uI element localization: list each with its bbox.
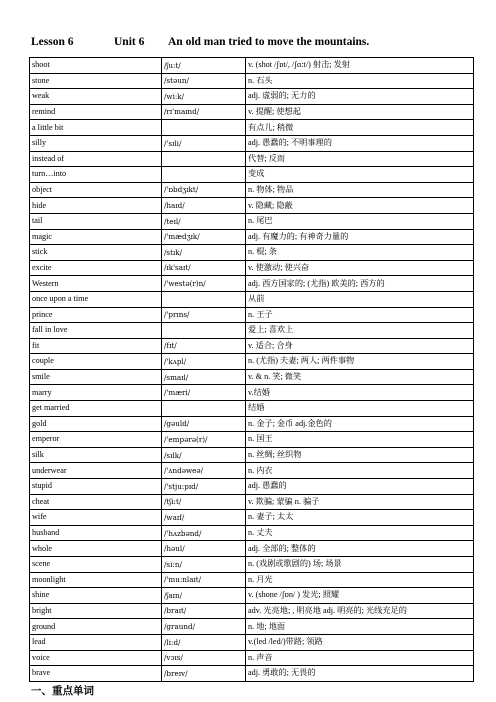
- ipa-cell: /ʃaɪn/: [162, 588, 246, 604]
- ipa-cell: /sɪlk/: [162, 447, 246, 463]
- table-row: [30, 650, 474, 666]
- meaning-cell: v.结婚: [246, 385, 474, 401]
- word-cell: bright: [30, 603, 162, 619]
- word-cell: ground: [30, 619, 162, 635]
- word-cell: tail: [30, 213, 162, 229]
- table-row: [30, 151, 474, 167]
- table-row: [30, 494, 474, 510]
- table-row: [30, 291, 474, 307]
- meaning-cell: n. 棍; 条: [246, 245, 474, 261]
- word-cell: magic: [30, 229, 162, 245]
- word-cell: whole: [30, 541, 162, 557]
- ipa-cell: /waɪf/: [162, 510, 246, 526]
- meaning-cell: n. 王子: [246, 307, 474, 323]
- ipa-cell: /haɪd/: [162, 198, 246, 214]
- word-cell: fall in love: [30, 323, 162, 339]
- ipa-cell: /wi:k/: [162, 89, 246, 105]
- meaning-cell: v. & n. 笑; 微笑: [246, 369, 474, 385]
- table-row: [30, 120, 474, 136]
- table-row: [30, 260, 474, 276]
- table-row: [30, 135, 474, 151]
- word-cell: moonlight: [30, 572, 162, 588]
- meaning-cell: adj. 愚蠢的: [246, 479, 474, 495]
- meaning-cell: n. 物体; 物品: [246, 182, 474, 198]
- ipa-cell: /'prɪns/: [162, 307, 246, 323]
- meaning-cell: n. 石头: [246, 73, 474, 89]
- word-cell: Western: [30, 276, 162, 292]
- ipa-cell: /graund/: [162, 619, 246, 635]
- word-cell: get married: [30, 401, 162, 417]
- ipa-cell: /rɪ'maɪnd/: [162, 104, 246, 120]
- meaning-cell: v. (shone /ʃɒn/ ) 发光; 照耀: [246, 588, 474, 604]
- table-row: [30, 245, 474, 261]
- table-row: [30, 73, 474, 89]
- meaning-cell: n. (戏剧或歌剧的) 场; 场景: [246, 557, 474, 573]
- word-cell: object: [30, 182, 162, 198]
- meaning-cell: n. 国王: [246, 432, 474, 448]
- table-row: [30, 104, 474, 120]
- ipa-cell: [162, 167, 246, 183]
- ipa-cell: /ʃu:t/: [162, 58, 246, 74]
- meaning-cell: v. (shot /ʃɒt/, /ʃɑ:t/) 射击; 发射: [246, 58, 474, 74]
- table-row: [30, 588, 474, 604]
- word-cell: remind: [30, 104, 162, 120]
- ipa-cell: /'empərə(r)/: [162, 432, 246, 448]
- table-row: [30, 58, 474, 74]
- word-cell: scene: [30, 557, 162, 573]
- meaning-cell: v. 适合; 合身: [246, 338, 474, 354]
- meaning-cell: 代替; 反而: [246, 151, 474, 167]
- table-row: [30, 338, 474, 354]
- word-cell: weak: [30, 89, 162, 105]
- ipa-cell: /teɪl/: [162, 213, 246, 229]
- table-row: [30, 307, 474, 323]
- meaning-cell: v. 隐藏; 隐蔽: [246, 198, 474, 214]
- word-cell: lead: [30, 634, 162, 650]
- word-cell: silly: [30, 135, 162, 151]
- table-row: [30, 479, 474, 495]
- ipa-cell: /smaɪl/: [162, 369, 246, 385]
- ipa-cell: [162, 401, 246, 417]
- table-row: [30, 385, 474, 401]
- meaning-cell: adj. 虚弱的; 无力的: [246, 89, 474, 105]
- meaning-cell: adj. 愚蠢的; 不明事理的: [246, 135, 474, 151]
- lesson-label: Lesson 6: [31, 36, 74, 48]
- word-cell: instead of: [30, 151, 162, 167]
- ipa-cell: /'ɒbdʒɪkt/: [162, 182, 246, 198]
- meaning-cell: 爱上; 喜欢上: [246, 323, 474, 339]
- word-cell: gold: [30, 416, 162, 432]
- ipa-cell: /ɪk'saɪt/: [162, 260, 246, 276]
- meaning-cell: n. 金子; 金币 adj.金色的: [246, 416, 474, 432]
- word-cell: silk: [30, 447, 162, 463]
- word-cell: wife: [30, 510, 162, 526]
- meaning-cell: 有点儿; 稍微: [246, 120, 474, 136]
- table-row: [30, 541, 474, 557]
- meaning-cell: n. 丝绸; 丝织物: [246, 447, 474, 463]
- table-row: [30, 525, 474, 541]
- meaning-cell: adj. 全部的; 整体的: [246, 541, 474, 557]
- table-row: [30, 167, 474, 183]
- table-row: [30, 229, 474, 245]
- word-cell: stone: [30, 73, 162, 89]
- table-row: [30, 634, 474, 650]
- word-cell: turn…into: [30, 167, 162, 183]
- word-cell: prince: [30, 307, 162, 323]
- table-row: [30, 323, 474, 339]
- lesson-heading: [31, 36, 471, 54]
- ipa-cell: /həul/: [162, 541, 246, 557]
- meaning-cell: v. 使激动; 使兴奋: [246, 260, 474, 276]
- word-cell: excite: [30, 260, 162, 276]
- word-cell: a little bit: [30, 120, 162, 136]
- meaning-cell: n. 妻子; 太太: [246, 510, 474, 526]
- word-cell: stupid: [30, 479, 162, 495]
- ipa-cell: [162, 151, 246, 167]
- table-row: [30, 463, 474, 479]
- ipa-cell: [162, 291, 246, 307]
- word-cell: shine: [30, 588, 162, 604]
- ipa-cell: /'hʌzbənd/: [162, 525, 246, 541]
- word-cell: marry: [30, 385, 162, 401]
- meaning-cell: n. 声音: [246, 650, 474, 666]
- section-title: 一、重点单词: [31, 685, 94, 697]
- ipa-cell: /gəuld/: [162, 416, 246, 432]
- table-row: [30, 416, 474, 432]
- table-row: [30, 447, 474, 463]
- ipa-cell: /'sɪli/: [162, 135, 246, 151]
- ipa-cell: /'stju:pɪd/: [162, 479, 246, 495]
- meaning-cell: adj. 有魔力的; 有神奇力量的: [246, 229, 474, 245]
- ipa-cell: /stɪk/: [162, 245, 246, 261]
- table-row: [30, 354, 474, 370]
- table-row: [30, 89, 474, 105]
- table-row: [30, 603, 474, 619]
- ipa-cell: /'mæri/: [162, 385, 246, 401]
- ipa-cell: /si:n/: [162, 557, 246, 573]
- meaning-cell: 从前: [246, 291, 474, 307]
- ipa-cell: /fɪt/: [162, 338, 246, 354]
- meaning-cell: adj. 勇敢的; 无畏的: [246, 666, 474, 682]
- table-row: [30, 276, 474, 292]
- word-cell: shoot: [30, 58, 162, 74]
- ipa-cell: /'mu:nlaɪt/: [162, 572, 246, 588]
- ipa-cell: [162, 323, 246, 339]
- meaning-cell: adv. 光亮地; , 明亮地 adj. 明亮的; 光线充足的: [246, 603, 474, 619]
- word-cell: fit: [30, 338, 162, 354]
- table-row: [30, 619, 474, 635]
- vocabulary-table: [29, 57, 474, 682]
- meaning-cell: v.(led /led/)带路; 领路: [246, 634, 474, 650]
- meaning-cell: 结婚: [246, 401, 474, 417]
- ipa-cell: /'mædʒɪk/: [162, 229, 246, 245]
- table-row: [30, 572, 474, 588]
- word-cell: smile: [30, 369, 162, 385]
- meaning-cell: 变成: [246, 167, 474, 183]
- ipa-cell: [162, 120, 246, 136]
- table-row: [30, 182, 474, 198]
- word-cell: husband: [30, 525, 162, 541]
- table-row: [30, 401, 474, 417]
- table-row: [30, 432, 474, 448]
- meaning-cell: v. 提醒; 使想起: [246, 104, 474, 120]
- ipa-cell: /tʃi:t/: [162, 494, 246, 510]
- lesson-title: An old man tried to move the mountains.: [168, 36, 370, 48]
- word-cell: emperor: [30, 432, 162, 448]
- meaning-cell: n. 内衣: [246, 463, 474, 479]
- ipa-cell: /breɪv/: [162, 666, 246, 682]
- word-cell: voice: [30, 650, 162, 666]
- table-row: [30, 213, 474, 229]
- meaning-cell: adj. 西方国家的; (尤指) 欧美的; 西方的: [246, 276, 474, 292]
- ipa-cell: /stəun/: [162, 73, 246, 89]
- meaning-cell: n. 月光: [246, 572, 474, 588]
- table-row: [30, 557, 474, 573]
- meaning-cell: n. 地; 地面: [246, 619, 474, 635]
- meaning-cell: n. 尾巴: [246, 213, 474, 229]
- meaning-cell: n. (尤指) 夫妻; 两人; 两件事物: [246, 354, 474, 370]
- table-row: [30, 198, 474, 214]
- table-row: [30, 510, 474, 526]
- ipa-cell: /li:d/: [162, 634, 246, 650]
- word-cell: couple: [30, 354, 162, 370]
- ipa-cell: /braɪt/: [162, 603, 246, 619]
- ipa-cell: /'ʌndəweə/: [162, 463, 246, 479]
- meaning-cell: v. 欺骗; 蒙骗 n. 骗子: [246, 494, 474, 510]
- meaning-cell: n. 丈夫: [246, 525, 474, 541]
- word-cell: brave: [30, 666, 162, 682]
- word-cell: once upon a time: [30, 291, 162, 307]
- table-row: [30, 369, 474, 385]
- word-cell: hide: [30, 198, 162, 214]
- ipa-cell: /'westə(r)n/: [162, 276, 246, 292]
- table-row: [30, 666, 474, 682]
- word-cell: cheat: [30, 494, 162, 510]
- word-cell: underwear: [30, 463, 162, 479]
- ipa-cell: /vɔɪs/: [162, 650, 246, 666]
- vocabulary-table-body: [30, 58, 474, 682]
- word-cell: stick: [30, 245, 162, 261]
- unit-label: Unit 6: [114, 36, 145, 48]
- ipa-cell: /'kʌpl/: [162, 354, 246, 370]
